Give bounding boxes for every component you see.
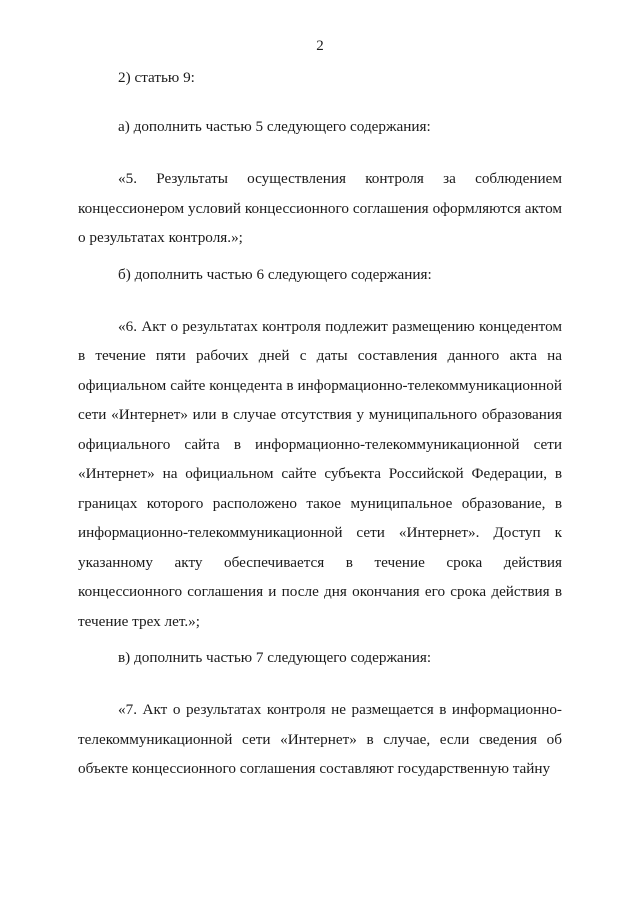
paragraph-part-7: «7. Акт о результатах контроля не размещается в информационно-телекоммуникационной сети «Интернет» в случае, если сведения об объекте концессионного соглашения составляют государственную тайну xyxy=(78,701,562,777)
paragraph-item-b: б) дополнить частью 6 следующего содержания: xyxy=(118,265,432,283)
paragraph-part-6: «6. Акт о результатах контроля подлежит размещению концедентом в течение пяти рабочих дней с даты составления данного акта на официальном сайте концедента в информационно-телекоммуникационной сети «Интернет» или в случае отсутствия у муниципального образования официального сайта в информационно-телекоммуникационной сети «Интернет» на официальном сайте субъекта Российской Федерации, в границах которого расположено такое муниципальное образование, в информационно-телекоммуникационной сети «Интернет». Доступ к указанному акту обеспечивается в течение срока действия концессионного соглашения и после дня окончания его срока действия в течение трех лет.»; xyxy=(78,317,562,630)
paragraph-item-a: а) дополнить частью 5 следующего содержания: xyxy=(118,118,431,135)
paragraph-item-2: 2) статью 9: xyxy=(118,69,195,86)
page-number: 2 xyxy=(316,38,324,54)
paragraph-part-5: «5. Результаты осуществления контроля за соблюдением концессионером условий концессионного соглашения оформляются актом о результатах контроля.»; xyxy=(78,170,562,246)
paragraph-item-v: в) дополнить частью 7 следующего содержания: xyxy=(118,649,432,666)
document-body xyxy=(78,66,562,794)
